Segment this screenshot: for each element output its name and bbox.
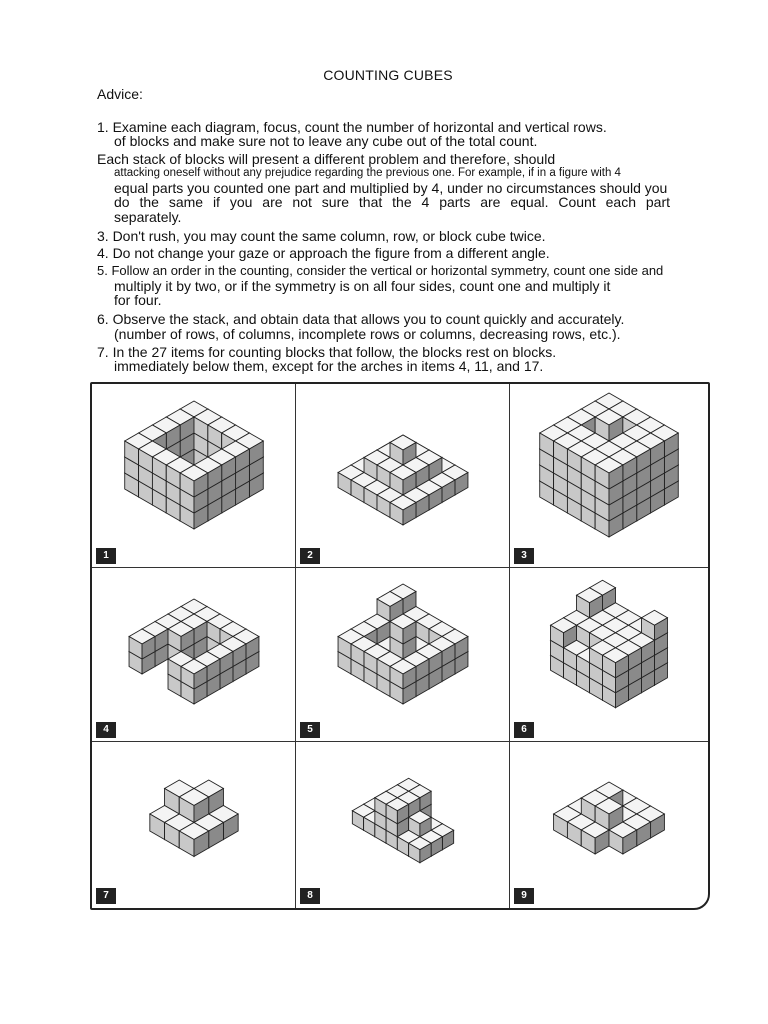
diagram-cell-4 (92, 568, 296, 742)
cube-stack-diagram (510, 568, 708, 742)
advice-item-7: 7. In the 27 items for counting blocks that follow, the blocks rest on blocks. (97, 344, 557, 360)
advice-item-6-cont: (number of rows, of columns, incomplete rows or columns, decreasing rows, etc.). (114, 326, 621, 342)
cube-stack-diagram (296, 384, 510, 568)
item-number-badge: 3 (514, 548, 534, 564)
advice-item-1-cont: of blocks and make sure not to leave any cube out of the total count. (114, 133, 538, 149)
diagram-cell-9 (510, 742, 708, 908)
advice-heading: Advice: (97, 86, 143, 102)
cube-stack-diagram (510, 384, 708, 568)
cube-stack-diagram (296, 568, 510, 742)
diagram-grid (92, 384, 708, 908)
diagram-cell-1 (92, 384, 296, 568)
item-number-badge: 2 (300, 548, 320, 564)
advice-item-3: 3. Don't rush, you may count the same column, row, or block cube twice. (97, 228, 546, 244)
advice-item-2: Each stack of blocks will present a different problem and therefore, should (97, 151, 556, 167)
item-number-badge: 6 (514, 722, 534, 738)
item-number-badge: 9 (514, 888, 534, 904)
cube-stack-diagram (92, 742, 296, 908)
advice-item-7-cont: immediately below them, except for the arches in items 4, 11, and 17. (114, 358, 544, 374)
cube-stack-diagram (92, 384, 296, 568)
diagram-cell-7 (92, 742, 296, 908)
advice-item-2-cont: separately. (114, 209, 182, 225)
diagram-cell-6 (510, 568, 708, 742)
diagram-cell-2 (296, 384, 510, 568)
cube-stack-diagram (296, 742, 510, 908)
item-number-badge: 4 (96, 722, 116, 738)
advice-item-5-cont: for four. (114, 292, 162, 308)
item-number-badge: 1 (96, 548, 116, 564)
item-number-badge: 5 (300, 722, 320, 738)
diagram-cell-8 (296, 742, 510, 908)
cube-stack-diagram (92, 568, 296, 742)
diagram-cell-5 (296, 568, 510, 742)
advice-item-4: 4. Do not change your gaze or approach the figure from a different angle. (97, 245, 550, 261)
advice-item-6: 6. Observe the stack, and obtain data that allows you to count quickly and accurately. (97, 311, 625, 327)
advice-item-5-cont: multiply it by two, or if the symmetry is on all four sides, count one and multiply it (114, 278, 611, 294)
diagram-cell-3 (510, 384, 708, 568)
cube-stack-diagram (510, 742, 708, 908)
advice-item-1: 1. Examine each diagram, focus, count the number of horizontal and vertical rows. (97, 119, 607, 135)
advice-item-5: 5. Follow an order in the counting, consider the vertical or horizontal symmetry, count one side and (97, 263, 664, 278)
advice-item-2-cont: equal parts you counted one part and multiplied by 4, under no circumstances should you (114, 180, 668, 196)
advice-item-2-cont: attacking oneself without any prejudice regarding the previous one. For example, if in a figure with 4 (114, 167, 621, 179)
item-number-badge: 8 (300, 888, 320, 904)
page-title: COUNTING CUBES (323, 67, 453, 83)
advice-item-2-cont: do the same if you are not sure that the 4 parts are equal. Count each part (114, 194, 670, 210)
item-number-badge: 7 (96, 888, 116, 904)
